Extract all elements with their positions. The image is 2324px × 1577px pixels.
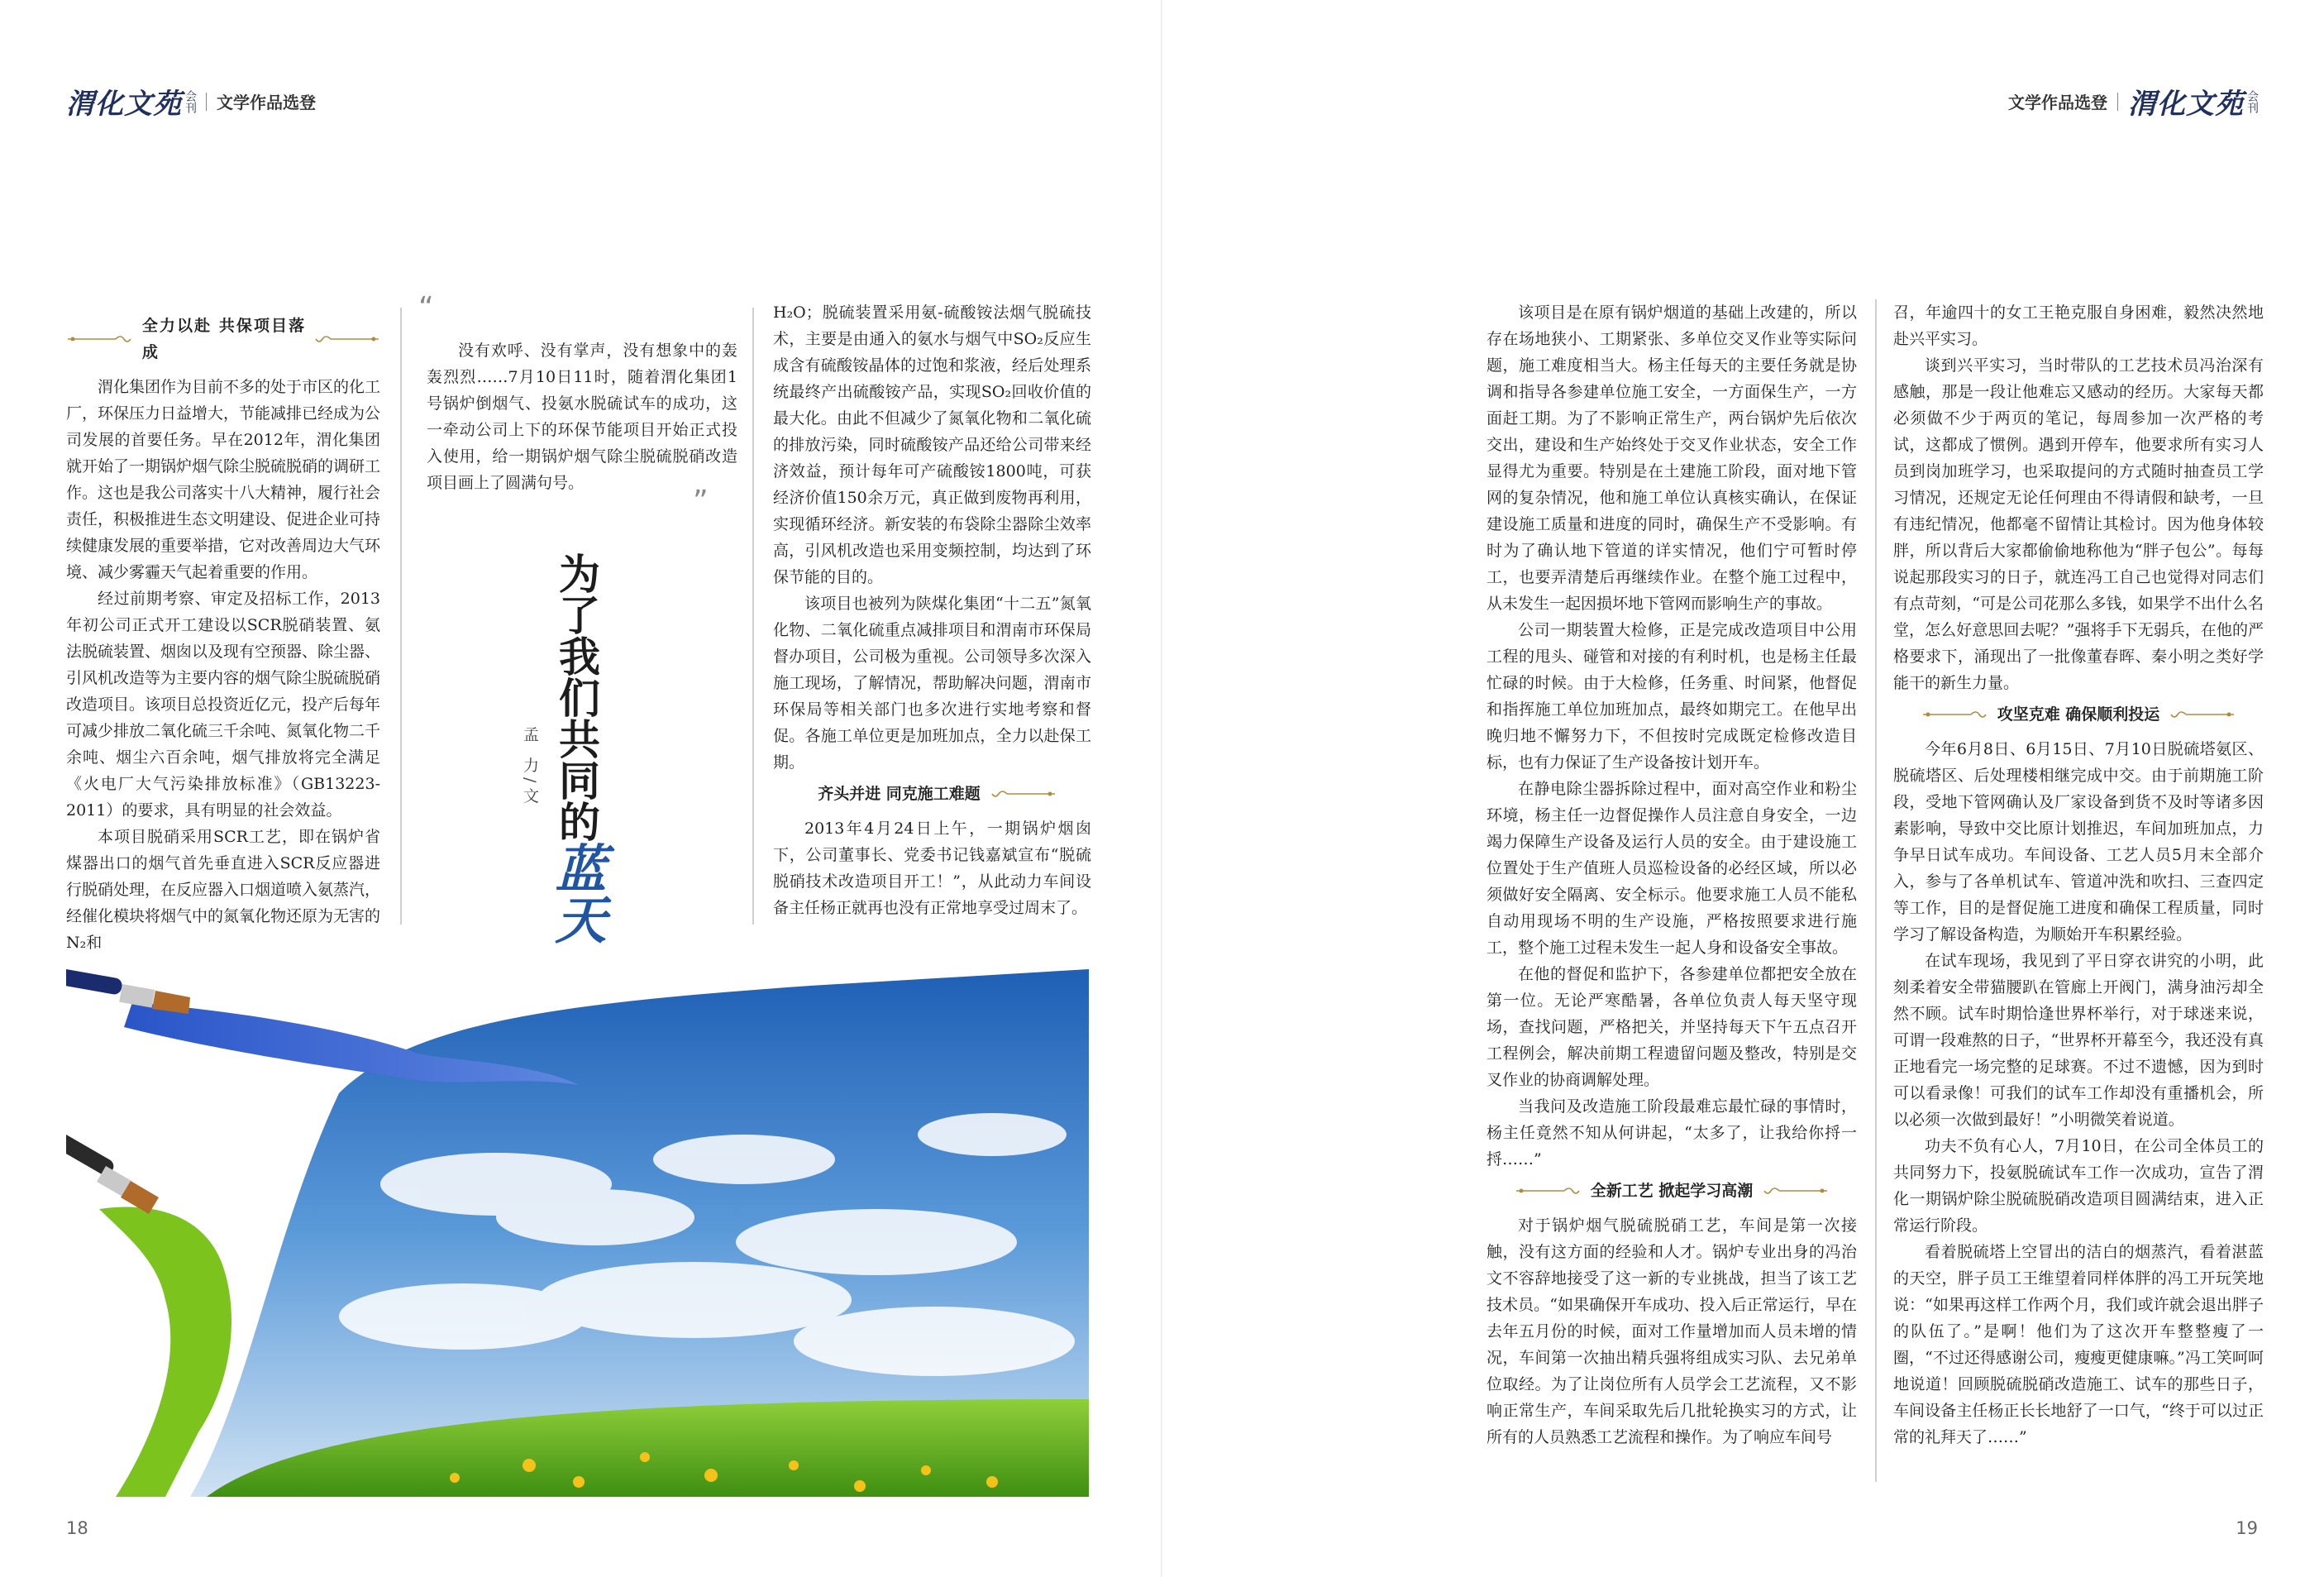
paragraph: 在静电除尘器拆除过程中，面对高空作业和粉尘环境，杨主任一边督促操作人员注意自身安全，一边竭力保障生产设备及运行人员的安全。由于建设施工位置处于生产值班人员巡检设备的必经区域，所以必须做好安全隔离、安全标示。他要求施工人员不能私自动用现场不明的生产设施，严格按照要求进行施工，整个施工过程未发生一起人身和设备安全事故。 <box>1487 780 1857 957</box>
title-text: 为了我们共同的 <box>552 552 601 842</box>
ornament-divider-icon <box>66 333 132 345</box>
quote-mark-icon: ” <box>693 485 705 518</box>
magazine-logo-sub: 会刊 <box>184 89 197 113</box>
intro-block <box>427 337 737 496</box>
paragraph: 2013年4月24日上午，一期锅炉烟囱下，公司董事长、党委书记钱嘉斌宣布“脱硫脱硝技术改造项目开工！”，从此动力车间设备主任杨正就再也没有正常地享受过周末了。 <box>773 820 1091 917</box>
paragraph: 对于锅炉烟气脱硫脱硝工艺，车间是第一次接触，没有这方面的经验和人才。锅炉专业出身的冯治文不容辞地接受了这一新的专业挑战，担当了该工艺技术员。“如果确保开车成功、投入后正常运行，早在去年五月份的时候，面对工作量增加而人员未增的情况，车间第一次抽出精兵强将组成实习队、去兄弟单位取经。为了让岗位所有人员学会工艺流程，又不影响正常生产，车间采取先后几批轮换实习的方式，让所有的人员熟悉工艺流程和操作。为了响应车间号 <box>1487 1216 1857 1446</box>
right-page <box>1162 0 2324 1577</box>
article-column-3 <box>773 299 1091 921</box>
section-heading-1 <box>66 313 380 366</box>
paragraph: 当我问及改造施工阶段最难忘最忙碌的事情时，杨主任竟然不知从何讲起，“太多了，让我给你捋一捋……” <box>1487 1097 1857 1168</box>
magazine-logo: 渭化文苑 <box>2128 88 2244 121</box>
ornament-divider-icon <box>1921 709 1988 720</box>
left-header <box>66 81 316 122</box>
section-title: 全力以赴 共保项目落成 <box>141 317 305 361</box>
paragraph: 功夫不负有心人，7月10日，在公司全体员工的共同努力下，投氨脱硫试车工作一次成功，宣告了渭化一期锅炉除尘脱硫脱硝改造项目圆满结束，进入正常运行阶段。 <box>1893 1137 2264 1235</box>
column-divider <box>400 308 402 925</box>
sky-paintbrush-illustration <box>66 969 1089 1497</box>
header-separator <box>2117 93 2118 111</box>
page-number-right: 19 <box>2236 1518 2258 1538</box>
page-number-left: 18 <box>66 1518 88 1538</box>
section-heading-3 <box>1487 1178 1857 1204</box>
paragraph: 召，年逾四十的女工王艳克服自身困难，毅然决然地赴兴平实习。 <box>1893 303 2264 348</box>
paragraph: 今年6月8日、6月15日、7月10日脱硫塔氨区、脱硫塔区、后处理楼相继完成中交。由于前期施工阶段，受地下管网确认及厂家设备到货不及时等诸多因素影响，导致中交比原计划推迟，车间加班加点，力争早日试车成功。车间设备、工艺人员5月末全部介入，参与了各单机试车、管道冲洗和吹扫、三查四定等工作，目的是督促施工进度和确保工程质量，同时学习了解设备构造，为顺始开车积累经验。 <box>1893 740 2264 944</box>
paragraph: 看着脱硫塔上空冒出的洁白的烟蒸汽，看着湛蓝的天空，胖子员工王维望着同样体胖的冯工开玩笑地说：“如果再这样工作两个月，我们或许就会退出胖子的队伍了。”是啊！他们为了这次开车整整瘦了一圈，“不过还得感谢公司，瘦瘦更健康嘛。”冯工笑呵呵地说道！回顾脱硫脱硝改造施工、试车的那些日子，车间设备主任杨正长长地舒了一口气，“终于可以过正常的礼拜天了……” <box>1893 1243 2264 1446</box>
paragraph: 公司一期装置大检修，正是完成改造项目中公用工程的甩头、碰管和对接的有利时机，也是杨主任最忙碌的时候。由于大检修，任务重、时间紧，他督促和指挥施工单位加班加点，最终如期完工。在他早出晚归地不懈努力下，不但按时完成既定检修改造目标，也有力保证了生产设备按计划开车。 <box>1487 621 1857 772</box>
ornament-divider-icon <box>1763 1185 1829 1197</box>
column-divider <box>1875 299 1877 1482</box>
article-column-5 <box>1893 299 2264 1450</box>
article-column-4 <box>1487 299 1857 1450</box>
paragraph: 谈到兴平实习，当时带队的工艺技术员冯治深有感触，那是一段让他难忘又感动的经历。大家每天都必须做不少于两页的笔记，每周参加一次严格的考试，这都成了惯例。遇到开停车，他要求所有实习人员到岗加班学习，也采取提问的方式随时抽查员工学习情况，还规定无论任何理由不得请假和缺考，一旦有违纪情况，他都毫不留情让其检讨。因为他身体较胖，所以背后大家都偷偷地称他为“胖子包公”。每每说起那段实习的日子，就连冯工自己也觉得对同志们有点苛刻，“可是公司花那么多钱，如果学不出什么名堂，怎么好意思回去呢？”强将手下无弱兵，在他的严格要求下，涌现出了一批像董春晖、秦小明之类好学能干的新生力量。 <box>1893 356 2264 692</box>
paragraph: 经过前期考察、审定及招标工作，2013年初公司正式开工建设以SCR脱硝装置、氨法脱硫装置、烟囱以及现有空预器、除尘器、引风机改造等为主要内容的烟气除尘脱硫脱硝改造项目。该项目总投资近亿元，投产后每年可减少排放二氧化硫三千余吨、氮氧化物二千余吨、烟尘六百余吨，烟气排放将完全满足《火电厂大气污染排放标准》（GB13223-2011）的要求，具有明显的社会效益。 <box>66 590 381 820</box>
paragraph: 在他的督促和监护下，各参建单位都把安全放在第一位。无论严寒酷暑，各单位负责人每天坚守现场，查找问题，严格把关，并坚持每天下午五点召开工程例会，解决前期工程遗留问题及整改，特别是交叉作业的协商调解处理。 <box>1487 965 1857 1089</box>
section-heading-4 <box>1893 701 2264 728</box>
ornament-divider-icon <box>990 788 1057 800</box>
quote-mark-icon: “ <box>418 291 431 325</box>
intro-paragraph: 没有欢呼、没有掌声，没有想象中的轰轰烈烈……7月10日11时，随着渭化集团1号锅炉倒烟气、投氨水脱硫试车的成功，这一牵动公司上下的环保节能项目开始正式投入使用，给一期锅炉烟气除尘脱硫脱硝改造项目画上了圆满句号。 <box>427 342 737 492</box>
title-highlight: 蓝天 <box>546 842 607 944</box>
magazine-logo: 渭化文苑 <box>66 88 182 121</box>
magazine-logo-sub: 会刊 <box>2245 89 2259 113</box>
article-column-1 <box>66 308 380 956</box>
author-byline: 孟 力/文 <box>521 726 539 809</box>
ornament-divider-icon <box>314 333 380 345</box>
section-title: 齐头并进 同克施工难题 <box>818 785 981 803</box>
section-title: 全新工艺 掀起学习高潮 <box>1590 1182 1754 1200</box>
ornament-divider-icon <box>2169 709 2236 720</box>
paragraph: 在试车现场，我见到了平日穿衣讲究的小明，此刻柔着安全带猫腰趴在管廊上开阀门，满身油污却全然不顾。试车时期恰逢世界杯举行，对于球迷来说，可谓一段难熬的日子，“世界杯开幕至今，我还没有真正地看完一场完整的足球赛。不过不遗憾，因为到时可以看录像！可我们的试车工作却没有重播机会，所以必须一次做到最好！”小明微笑着说道。 <box>1893 952 2264 1129</box>
paragraph: 该项目是在原有锅炉烟道的基础上改建的，所以存在场地狭小、工期紧张、多单位交叉作业等实际问题，施工难度相当大。杨主任每天的主要任务就是协调和指导各参建单位施工安全，一方面保生产，一方面赶工期。为了不影响正常生产，两台锅炉先后依次交出，建设和生产始终处于交叉作业状态，安全工作显得尤为重要。特别是在土建施工阶段，面对地下管网的复杂情况，他和施工单位认真核实确认，在保证建设施工质量和进度的同时，确保生产不受影响。有时为了确认地下管道的详实情况，他们宁可暂时停工，也要弄清楚后再继续作业。在整个施工过程中，从未发生一起因损坏地下管网而影响生产的事故。 <box>1487 303 1857 613</box>
header-section-title: 文学作品选登 <box>2008 93 2107 112</box>
column-divider <box>752 308 754 925</box>
header-separator <box>206 93 207 111</box>
section-title: 攻坚克难 确保顺利投运 <box>1997 705 2160 724</box>
article-title <box>546 552 607 944</box>
header-section-title: 文学作品选登 <box>217 93 316 112</box>
paragraph: H₂O；脱硫装置采用氨-硫酸铵法烟气脱硫技术，主要是由通入的氨水与烟气中SO₂反应生成含有硫酸铵晶体的过饱和浆液，经后处理系统最终产出硫酸铵产品，实现SO₂回收价值的最大化。由此不但减少了氮氧化物和二氧化硫的排放污染，同时硫酸铵产品还给公司带来经济效益，预计每年可产硫酸铵1800吨，可获经济价值150余万元，真正做到废物再利用，实现循环经济。新安装的布袋除尘器除尘效率高，引风机改造也采用变频控制，均达到了环保节能的目的。 <box>773 303 1091 586</box>
paragraph: 本项目脱硝采用SCR工艺，即在锅炉省煤器出口的烟气首先垂直进入SCR反应器进行脱硝处理，在反应器入口烟道喷入氨蒸汽，经催化模块将烟气中的氮氧化物还原为无害的N₂和 <box>66 828 381 952</box>
paragraph: 该项目也被列为陕煤化集团“十二五”氮氧化物、二氧化硫重点减排项目和渭南市环保局督办项目，公司极为重视。公司领导多次深入施工现场，了解情况，帮助解决问题，渭南市环保局等相关部门也多次进行实地考察和督促。各施工单位更是加班加点，全力以赴保工期。 <box>773 595 1091 772</box>
section-heading-2 <box>773 781 1091 807</box>
right-header <box>2008 81 2258 122</box>
ornament-divider-icon <box>1515 1185 1581 1197</box>
paragraph: 渭化集团作为目前不多的处于市区的化工厂，环保压力日益增大，节能减排已经成为公司发展的首要任务。早在2012年，渭化集团就开始了一期锅炉烟气除尘脱硫脱硝的调研工作。这也是我公司落实十八大精神，履行社会责任，积极推进生态文明建设、促进企业可持续健康发展的重要举措，它对改善周边大气环境、减少雾霾天气起着重要的作用。 <box>66 378 381 581</box>
